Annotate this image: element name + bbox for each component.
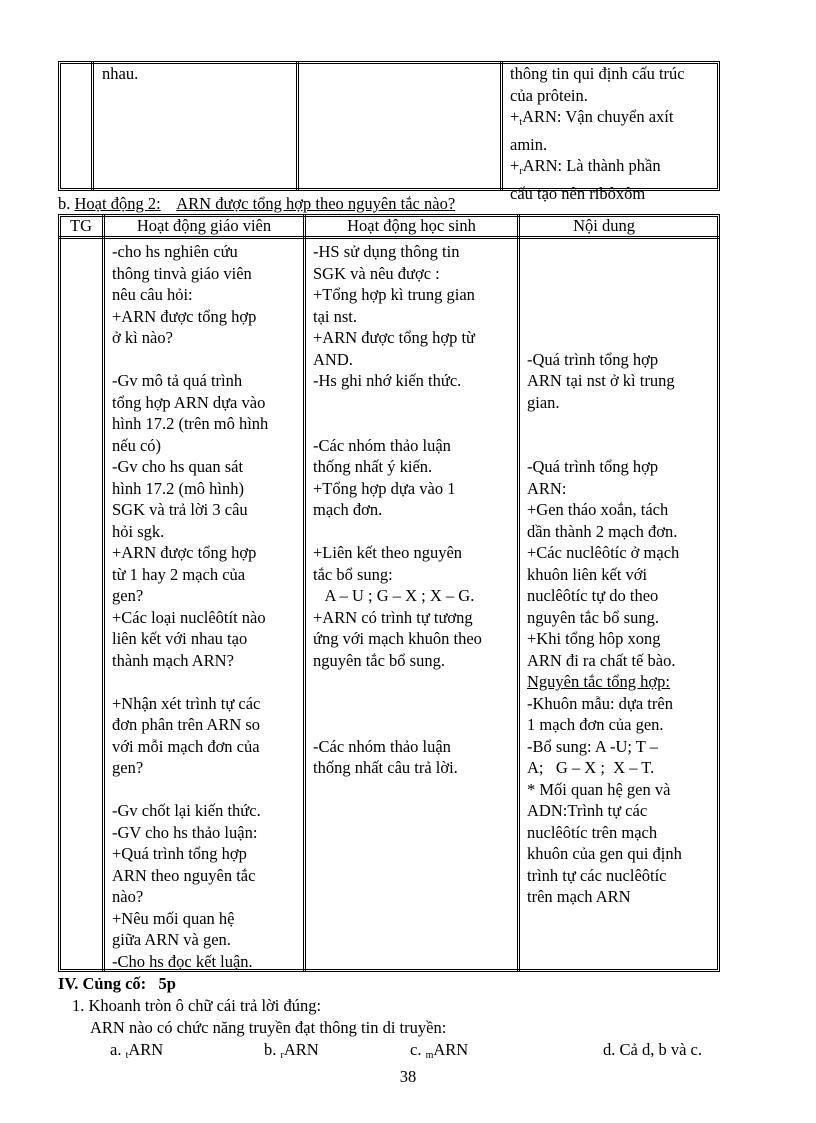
page-number: 38 [399,1067,417,1086]
content-line: nguyên tắc bổ sung. [527,607,659,627]
teacher-line: liên kết với nhau tạo [112,629,248,648]
section-iv-heading [58,973,176,995]
teacher-line: giữa ARN và gen. [112,930,231,949]
teacher-line: gen? [112,758,144,777]
content-line: nuclêôtíc trên mạch [527,822,658,842]
section-iv-time: 5p [158,974,176,993]
main-table [58,214,720,972]
student-line: -Các nhóm thảo luận [313,435,451,455]
section-b-heading [58,193,455,215]
top-col4-line: $+_tARN$: Vận chuyển axít [510,107,674,128]
top-col4-line: cấu tạo nên ribôxôm [510,183,646,203]
question-1: 1. Khoanh tròn ô chữ cái trả lời đúng: [72,996,322,1015]
teacher-line: nào? [112,887,144,906]
student-line: -Hs ghi nhớ kiến thức. [313,371,462,390]
section-iv-title: IV. Củng cố: [58,974,147,993]
student-line: tại nst. [313,306,357,326]
student-line: -Các nhóm thảo luận [313,736,451,756]
teacher-line: với mỗi mạch đơn của [112,736,260,756]
content-line: * Mối quan hệ gen và [527,779,671,799]
teacher-line: thành mạch ARN? [112,650,234,670]
section-b-spacer [161,194,177,213]
teacher-line: -Gv mô tả quá trình [112,371,243,390]
content-line: -Bổ sung: A -U; T – [527,736,658,756]
teacher-line: +ARN được tổng hợp [112,543,257,562]
teacher-line: -Gv cho hs quan sát [112,457,244,476]
teacher-line: +Nhận xét trình tự các [112,693,261,713]
content-line: trình tự các nuclêôtíc [527,865,667,885]
content-line: ARN tại nst ở kì trung [527,371,675,390]
teacher-line: +Các loại nuclêôtít nào [112,607,266,627]
teacher-line: -GV cho hs thảo luận: [112,822,258,842]
option-a[interactable]: a. $_t$ARN [110,1040,164,1061]
content-column [521,241,718,908]
student-line: +Tổng hợp dựa vào 1 [313,478,456,498]
content-line: +Khi tổng hôp xong [527,629,661,648]
content-line: gian. [527,392,560,412]
top-col2-line: nhau. [102,64,139,83]
content-line: ADN:Trình tự các [527,801,648,820]
top-col4-line: $+_rARN$: Là thành phần [510,156,661,177]
option-d[interactable]: d. Cả d, b và c. [603,1040,702,1059]
teacher-line: -Cho hs đọc kết luận. [112,951,253,971]
content-line: A; G – X ; X – T. [527,758,655,777]
teacher-line: thông tinvà giáo viên [112,263,252,283]
student-line: +Liên kết theo nguyên [313,543,463,562]
teacher-line: -Gv chốt lại kiến thức. [112,801,261,820]
teacher-line: nếu có) [112,435,162,455]
content-blank [527,413,718,456]
teacher-line: nêu câu hỏi: [112,285,193,304]
student-line: A – U ; G – X ; X – G. [313,586,475,605]
content-line: -Khuôn mẫu: dựa trên [527,693,673,713]
teacher-blank [112,779,302,801]
content-line: khuôn liên kết với [527,564,648,584]
content-line: khuôn của gen qui định [527,844,682,863]
teacher-line: +Nêu mối quan hệ [112,908,235,928]
teacher-line: +ARN được tổng hợp [112,306,257,326]
teacher-line: gen? [112,586,144,605]
header-student: Hoạt động học sinh [347,216,476,235]
student-line: SGK và nêu được : [313,263,440,283]
student-blank [313,671,517,736]
content-line: trên mạch ARN [527,887,631,906]
option-b[interactable]: b. $_r$ARN [264,1040,319,1061]
header-content: Nội dung [573,216,635,235]
student-line: tắc bổ sung: [313,564,393,584]
top-col4-line: amin. [510,134,548,154]
student-line: AND. [313,349,353,369]
section-b-question: ARN được tổng hợp theo nguyên tắc nào? [176,194,456,213]
teacher-line: hình 17.2 (trên mô hình [112,414,269,433]
content-line: dần thành 2 mạch đơn. [527,521,678,541]
content-blank [527,241,718,349]
content-heading-principle: Nguyên tắc tổng hợp: [527,672,670,691]
teacher-line: hỏi sgk. [112,521,165,541]
content-line: -Quá trình tổng hợp [527,349,659,369]
teacher-line: +Quá trình tổng hợp [112,844,247,863]
teacher-line: ARN theo nguyên tắc [112,865,256,885]
top-col2 [96,63,294,85]
student-line: mạch đơn. [313,500,383,519]
student-line: ứng với mạch khuôn theo [313,629,482,648]
content-line: -Quá trình tổng hợp [527,457,659,476]
student-line: nguyên tắc bổ sung. [313,650,445,670]
teacher-line: -cho hs nghiên cứu [112,242,238,261]
top-table [58,61,720,203]
section-b-activity: Hoạt động 2: [74,194,161,213]
teacher-column [106,241,302,972]
student-line: thống nhất câu trả lời. [313,758,458,777]
content-line: +Các nuclêôtíc ở mạch [527,543,680,562]
teacher-line: tổng hợp ARN dựa vào [112,392,266,412]
student-blank [313,521,517,543]
student-line: +ARN được tổng hợp từ [313,328,475,347]
student-line: +Tổng hợp kì trung gian [313,285,475,304]
teacher-line: đơn phân trên ARN so [112,715,261,734]
header-teacher: Hoạt động giáo viên [136,216,272,235]
student-column [307,241,517,779]
student-line: +ARN có trình tự tương [313,607,473,627]
question-1-text: ARN nào có chức năng truyền đạt thông tin di truyền: [90,1018,447,1037]
top-col4-line: thông tin qui định cấu trúc [510,64,685,83]
student-line: thống nhất ý kiến. [313,457,433,476]
content-line: ARN đi ra chất tế bào. [527,650,676,670]
header-tg: TG [70,216,92,235]
section-b-prefix: b. [58,194,75,213]
content-line: +Gen tháo xoắn, tách [527,500,669,519]
teacher-line: ở kì nào? [112,328,173,347]
content-line: ARN: [527,478,567,498]
teacher-line: từ 1 hay 2 mạch của [112,564,246,584]
top-col4 [504,63,718,204]
content-line: 1 mạch đơn của gen. [527,715,664,734]
teacher-blank [112,671,302,693]
content-line: nuclêôtíc tự do theo [527,586,659,605]
teacher-blank [112,349,302,371]
student-line: -HS sử dụng thông tin [313,242,460,261]
student-blank [313,392,517,435]
teacher-line: hình 17.2 (mô hình) [112,478,244,498]
top-col4-line: của prôtein. [510,85,588,105]
option-c[interactable]: c. $_m$ARN [410,1040,469,1061]
teacher-line: SGK và trả lời 3 câu [112,500,248,519]
